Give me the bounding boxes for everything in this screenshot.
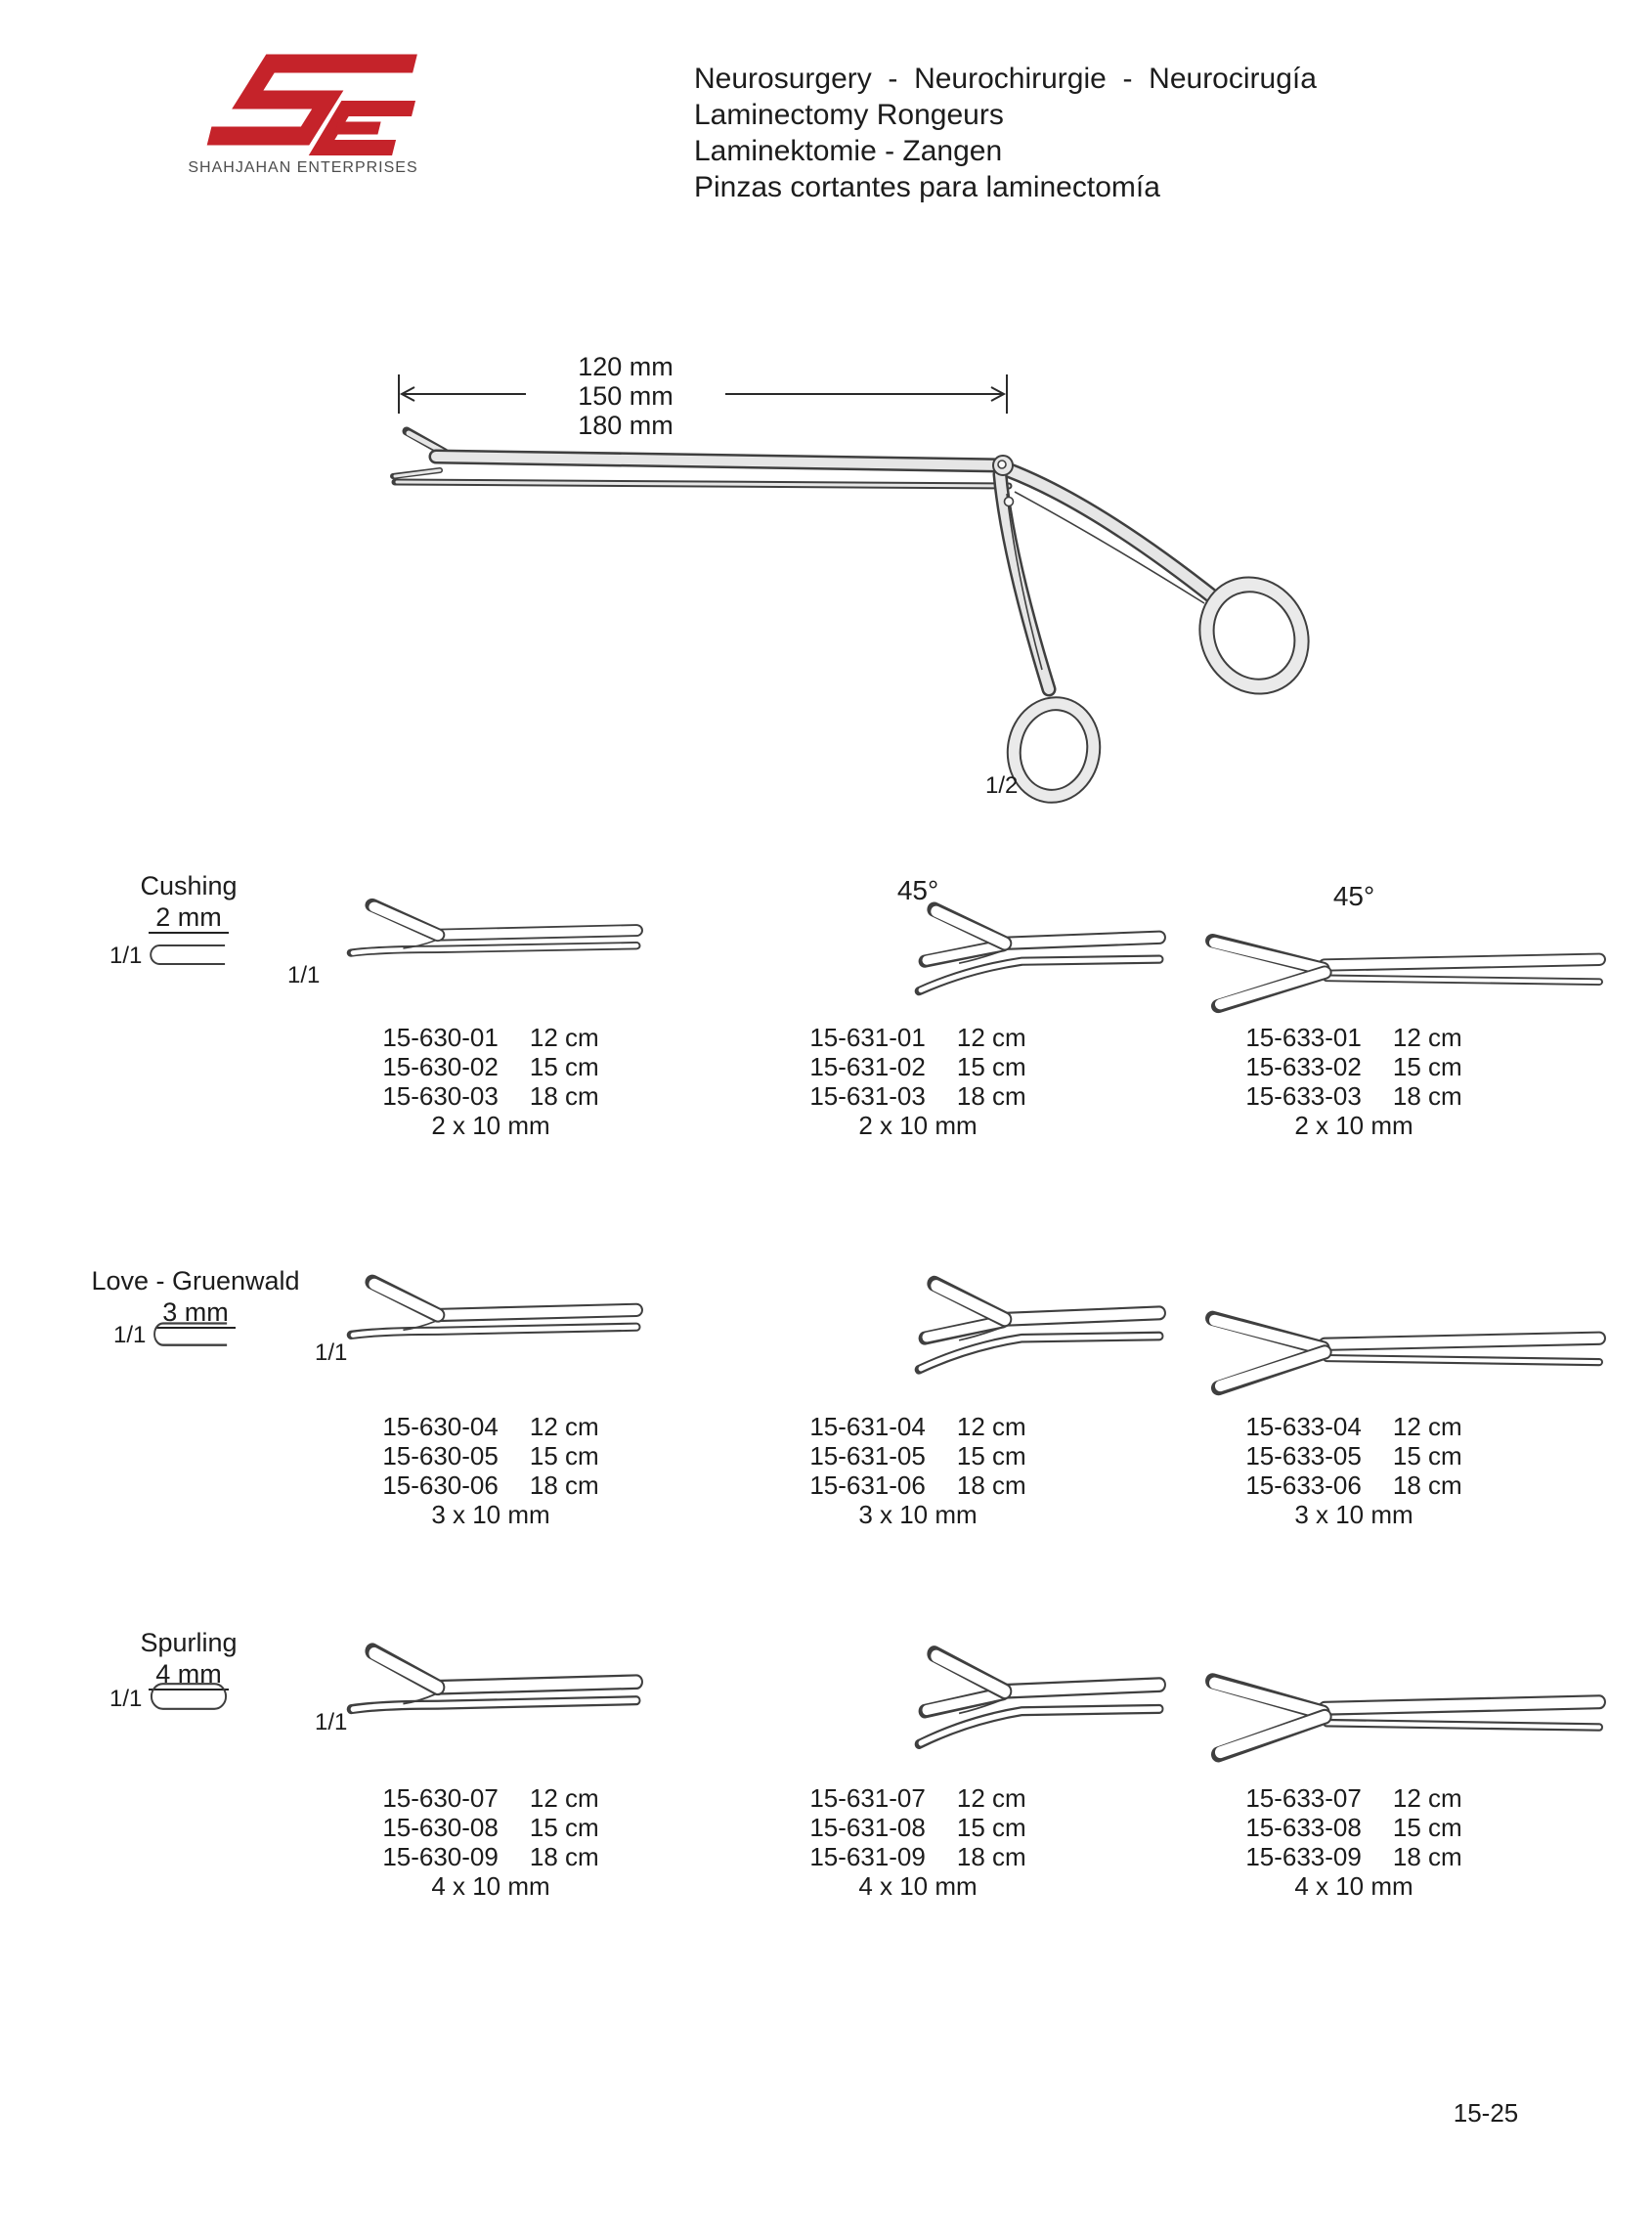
drawing-scale-label: 1/1	[315, 1709, 348, 1735]
part-length: 18 cm	[529, 1842, 599, 1871]
main-instrument-drawing	[371, 347, 1349, 816]
part-length: 18 cm	[956, 1471, 1026, 1500]
part-length: 15 cm	[956, 1052, 1026, 1081]
part-number-block	[1197, 1412, 1510, 1529]
part-length: 12 cm	[529, 1023, 599, 1052]
part-number-block	[1197, 1023, 1510, 1140]
length-label-180: 180 mm	[578, 411, 674, 440]
bite-size-text: 3 mm	[155, 1297, 236, 1329]
part-length: 12 cm	[1392, 1412, 1462, 1441]
logo-s-glyph	[209, 64, 414, 136]
tip-drawing	[762, 1641, 1163, 1762]
page-number: 15-25	[1453, 2098, 1519, 2128]
tip-drawing	[1168, 924, 1603, 1027]
tip-size: 4 x 10 mm	[1294, 1871, 1413, 1901]
row-bite-label	[91, 902, 286, 933]
tip-drawing	[293, 1267, 640, 1367]
part-number: 15-630-09	[382, 1842, 499, 1871]
angle-header-col2: 45°	[896, 875, 939, 905]
part-number-block	[334, 1412, 647, 1529]
company-name: SHAHJAHAN ENTERPRISES	[188, 159, 418, 176]
tip-size: 2 x 10 mm	[431, 1111, 550, 1140]
tip-drawing	[1168, 1662, 1603, 1778]
jaw-profile-icon	[145, 943, 227, 966]
bite-size-text: 2 mm	[149, 902, 229, 934]
profile-scale-label: 1/1	[109, 943, 143, 969]
profile-scale-label: 1/1	[113, 1322, 147, 1348]
part-length: 12 cm	[529, 1783, 599, 1813]
drawing-scale-label: 1/1	[315, 1339, 348, 1366]
part-length: 15 cm	[529, 1052, 599, 1081]
part-number-block	[761, 1412, 1074, 1529]
part-length: 15 cm	[529, 1441, 599, 1471]
profile-scale-label: 1/1	[109, 1686, 143, 1712]
header-line-2: Laminectomy Rongeurs	[694, 99, 1004, 131]
part-number: 15-633-06	[1245, 1471, 1362, 1500]
part-number: 15-630-04	[382, 1412, 499, 1441]
part-number-block	[1197, 1783, 1510, 1901]
part-length: 18 cm	[1392, 1842, 1462, 1871]
tip-drawing	[293, 892, 640, 982]
tip-drawing	[762, 898, 1163, 1007]
part-number: 15-630-01	[382, 1023, 499, 1052]
part-number: 15-633-07	[1245, 1783, 1362, 1813]
header-line-4: Pinzas cortantes para laminectomía	[694, 171, 1160, 203]
part-number: 15-631-02	[809, 1052, 926, 1081]
se-logo	[161, 54, 406, 156]
part-number: 15-633-01	[1245, 1023, 1362, 1052]
part-number: 15-630-07	[382, 1783, 499, 1813]
part-number: 15-633-05	[1245, 1441, 1362, 1471]
part-number: 15-630-03	[382, 1081, 499, 1111]
part-number: 15-633-02	[1245, 1052, 1362, 1081]
tip-size: 2 x 10 mm	[1294, 1111, 1413, 1140]
part-number-block	[334, 1783, 647, 1901]
part-length: 12 cm	[529, 1412, 599, 1441]
part-number: 15-631-06	[809, 1471, 926, 1500]
part-number: 15-631-01	[809, 1023, 926, 1052]
jaw-profile-icon	[149, 1681, 229, 1712]
tip-drawing	[1168, 1300, 1603, 1410]
tip-size: 3 x 10 mm	[858, 1500, 978, 1529]
length-label-150: 150 mm	[578, 381, 674, 411]
part-length: 18 cm	[956, 1081, 1026, 1111]
part-length: 18 cm	[1392, 1471, 1462, 1500]
part-number: 15-633-09	[1245, 1842, 1362, 1871]
part-length: 12 cm	[1392, 1023, 1462, 1052]
part-length: 15 cm	[1392, 1441, 1462, 1471]
drawing-scale-label: 1/1	[287, 962, 321, 988]
part-length: 15 cm	[1392, 1813, 1462, 1842]
part-length: 12 cm	[956, 1783, 1026, 1813]
part-number: 15-630-05	[382, 1441, 499, 1471]
part-length: 12 cm	[1392, 1783, 1462, 1813]
part-number-block	[761, 1023, 1074, 1140]
part-number: 15-631-09	[809, 1842, 926, 1871]
part-length: 12 cm	[956, 1023, 1026, 1052]
bite-size-text: 4 mm	[149, 1659, 229, 1690]
angle-header-col3: 45°	[1332, 881, 1375, 911]
length-label-120: 120 mm	[578, 352, 674, 381]
row-pattern-label: Cushing	[140, 871, 238, 900]
part-length: 18 cm	[529, 1081, 599, 1111]
tip-size: 2 x 10 mm	[858, 1111, 978, 1140]
part-number: 15-631-05	[809, 1441, 926, 1471]
part-number: 15-630-08	[382, 1813, 499, 1842]
header-line-1: Neurosurgery - Neurochirurgie - Neurocirugía	[694, 63, 1317, 95]
part-length: 12 cm	[956, 1412, 1026, 1441]
part-number: 15-631-04	[809, 1412, 926, 1441]
part-length: 18 cm	[956, 1842, 1026, 1871]
header-line-3: Laminektomie - Zangen	[694, 135, 1003, 167]
part-length: 18 cm	[1392, 1081, 1462, 1111]
figure-scale-label: 1/2	[985, 772, 1019, 799]
part-number: 15-633-03	[1245, 1081, 1362, 1111]
part-number: 15-631-03	[809, 1081, 926, 1111]
jaw-profile-icon	[149, 1320, 229, 1347]
part-length: 18 cm	[529, 1471, 599, 1500]
arm-screw	[1005, 498, 1014, 506]
part-number: 15-631-08	[809, 1813, 926, 1842]
part-number: 15-630-02	[382, 1052, 499, 1081]
tip-size: 3 x 10 mm	[431, 1500, 550, 1529]
part-length: 15 cm	[1392, 1052, 1462, 1081]
tip-size: 4 x 10 mm	[858, 1871, 978, 1901]
row-pattern-label: Spurling	[140, 1628, 238, 1657]
tip-size: 4 x 10 mm	[431, 1871, 550, 1901]
part-length: 15 cm	[956, 1813, 1026, 1842]
part-number-block	[761, 1783, 1074, 1901]
part-number: 15-633-08	[1245, 1813, 1362, 1842]
part-number-block	[334, 1023, 647, 1140]
part-number: 15-630-06	[382, 1471, 499, 1500]
part-length: 15 cm	[529, 1813, 599, 1842]
part-length: 15 cm	[956, 1441, 1026, 1471]
instrument-body	[393, 431, 1328, 810]
part-number: 15-633-04	[1245, 1412, 1362, 1441]
tip-drawing	[293, 1635, 640, 1744]
row-pattern-label: Love - Gruenwald	[91, 1266, 300, 1295]
tip-size: 3 x 10 mm	[1294, 1500, 1413, 1529]
part-number: 15-631-07	[809, 1783, 926, 1813]
tip-drawing	[762, 1271, 1163, 1386]
